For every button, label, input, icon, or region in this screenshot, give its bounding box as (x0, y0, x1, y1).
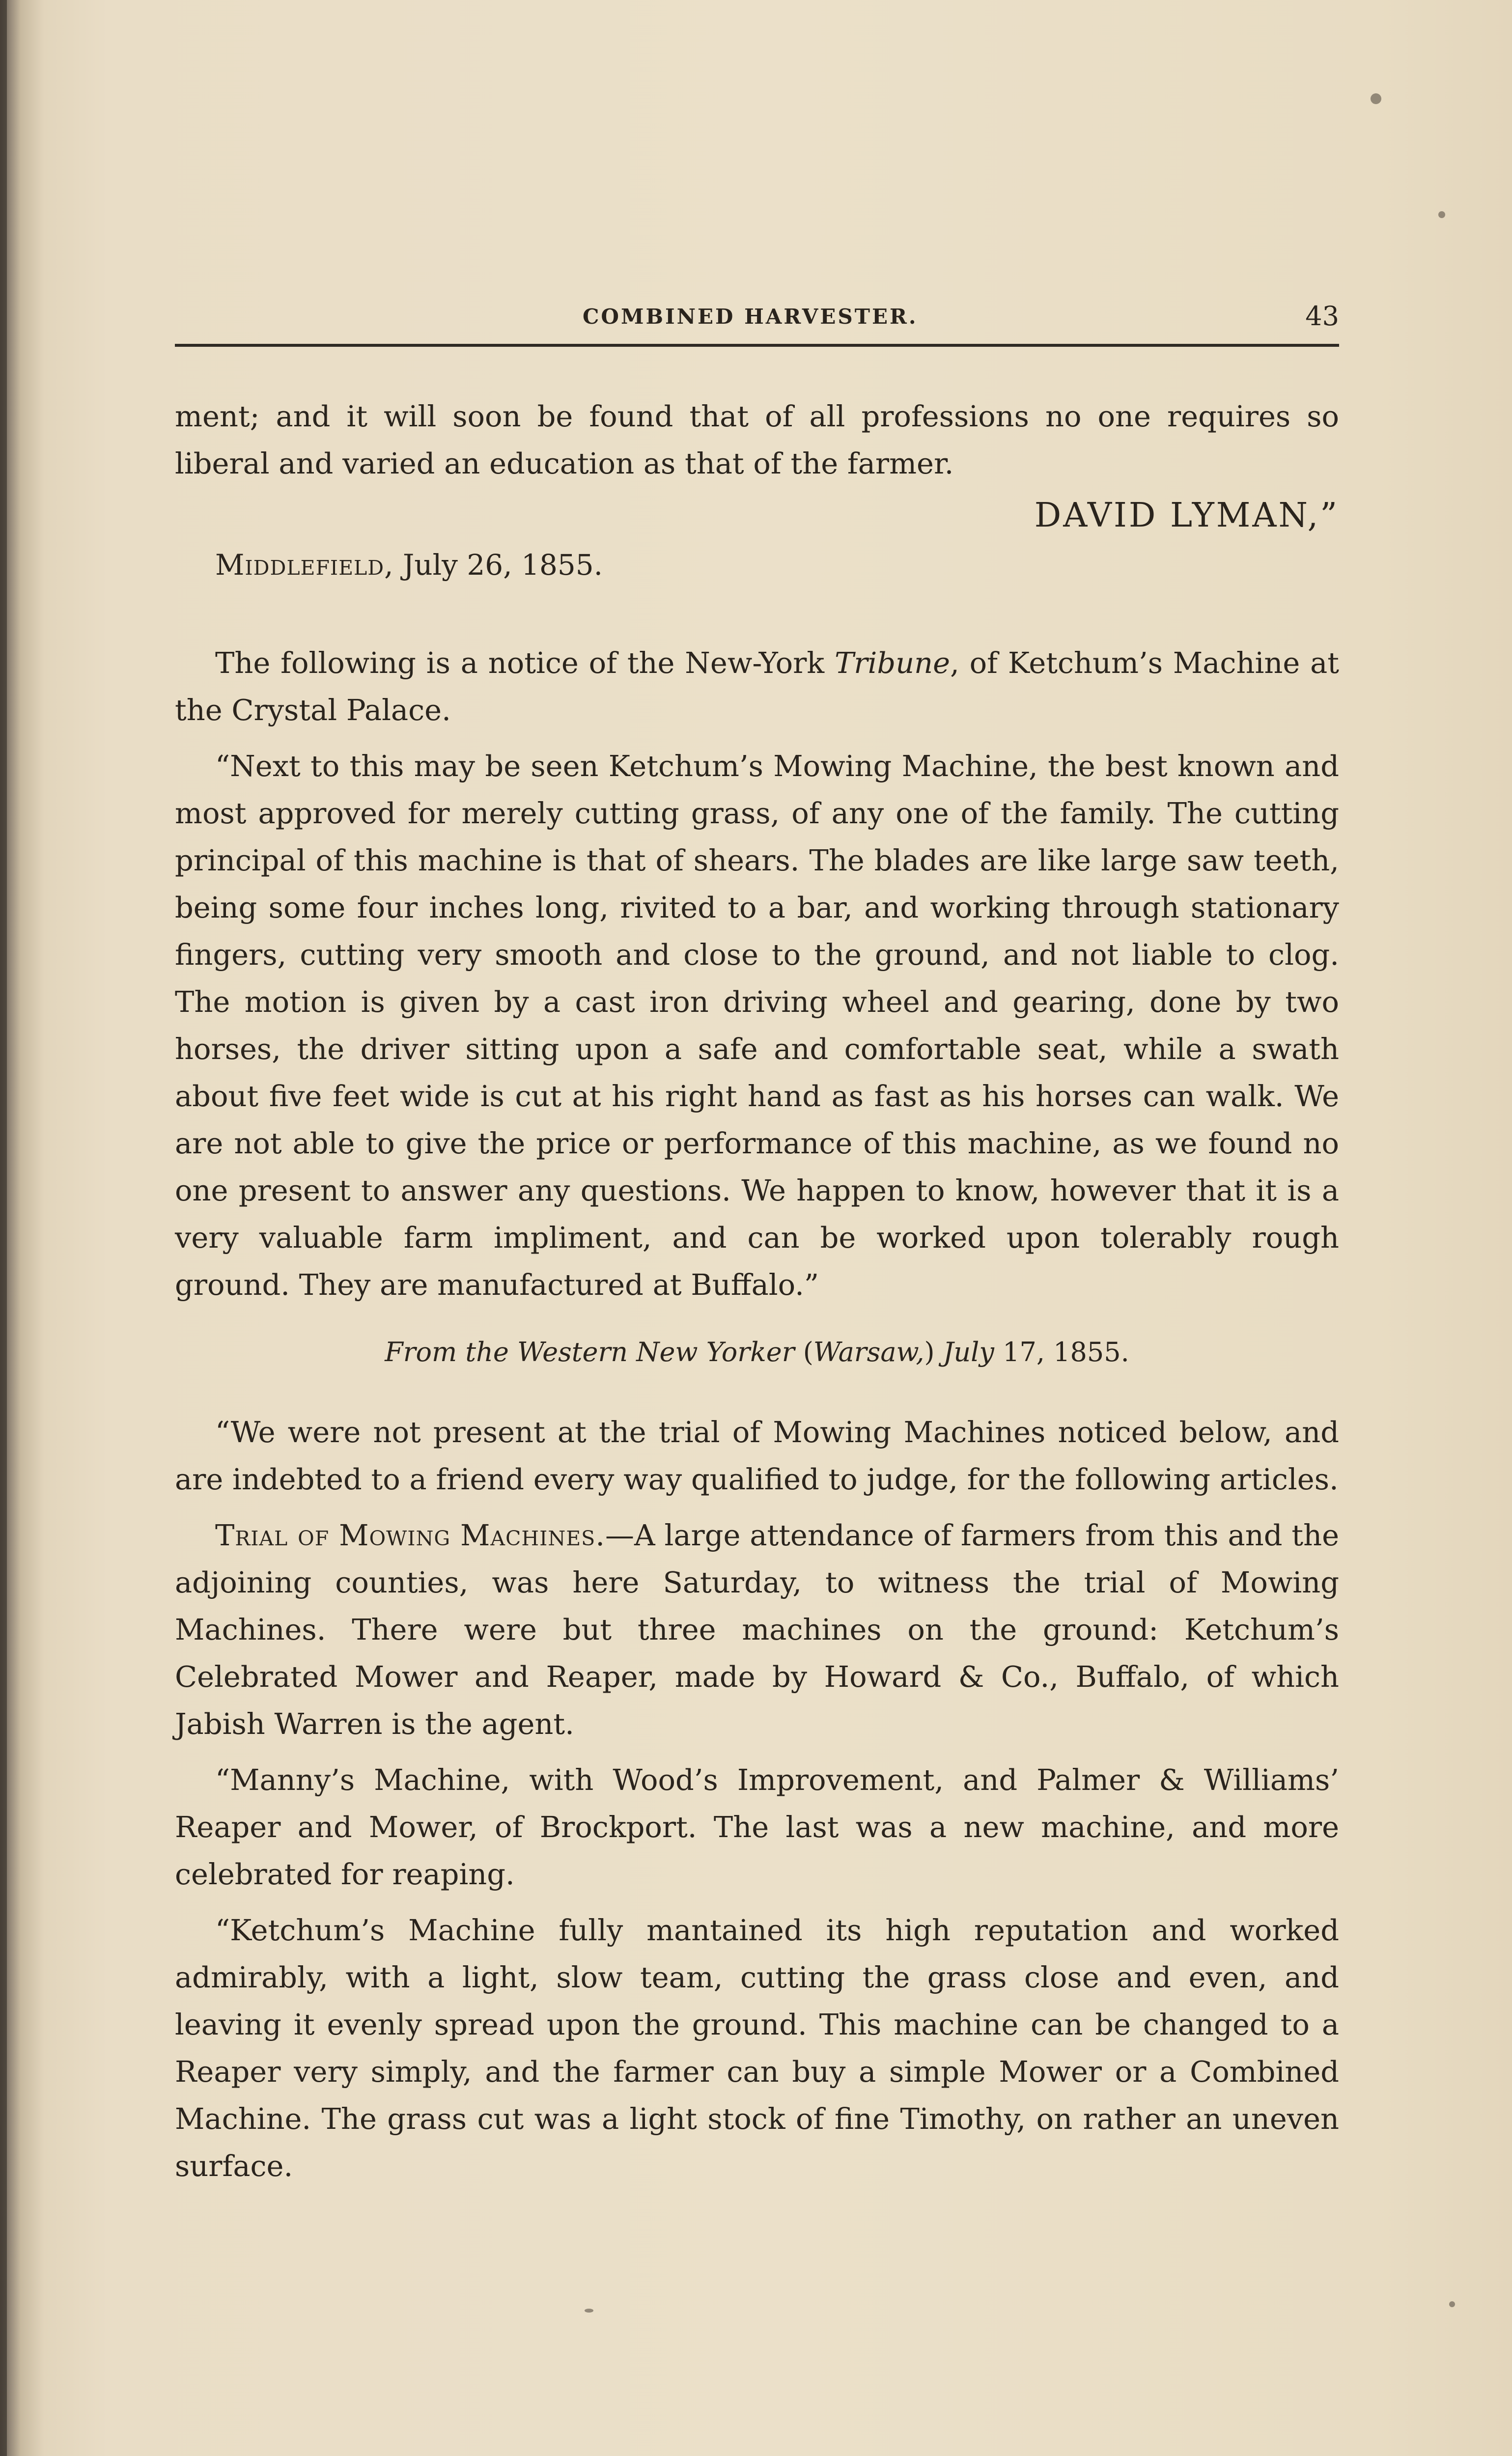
source-paren-open: ( (794, 1337, 813, 1368)
source-month: July (943, 1337, 994, 1368)
paragraph-tribune-intro (175, 640, 1339, 734)
tribune-title: Tribune (834, 646, 951, 680)
signature: DAVID LYMAN,” (1034, 496, 1339, 535)
paragraph-trial (175, 1512, 1339, 1748)
tribune-intro-rest: , of Ketchum’s Machine at the Crystal Palace. (175, 646, 1339, 727)
page-header (175, 296, 1339, 340)
running-title: COMBINED HARVESTER. (583, 305, 918, 329)
paper-speck (1438, 211, 1445, 218)
page-body (175, 393, 1339, 2190)
paragraph-tribune-quote: “Next to this may be seen Ketchum’s Mowing Machine, the best known and most approved for merely cutting grass, of any one of the family. The cutting principal of this machine is that of shears. The blades are like large saw teeth, being some four inches long, rivited to a bar, and working through stationary fingers, cutting very smooth and close to the ground, and not liable to clog. The motion is given by a cast iron driving wheel and gearing, done by two horses, the driver sitting upon a safe and comfortable seat, while a swath about five feet wide is cut at his right hand as fast as his horses can walk. We are not able to give the price or performance of this machine, as we found no one present to answer any questions. We happen to know, however that it is a very valuable farm impliment, and can be worked upon tolerably rough ground. They are manufactured at Buffalo.” (175, 749, 1339, 1302)
page-number: 43 (1305, 301, 1339, 332)
source-paren-close: ) (924, 1337, 943, 1368)
source-line (175, 1330, 1339, 1374)
header-rule (175, 344, 1339, 347)
source-date: 17, 1855. (994, 1337, 1129, 1368)
paper-speck (585, 2309, 593, 2313)
source-publication: From the Western New Yorker (385, 1337, 795, 1368)
dateline-place: Middlefield, (215, 548, 394, 582)
dateline-date: July 26, 1855. (403, 548, 603, 582)
dateline (175, 541, 1339, 588)
paragraph-yorker-intro: “We were not present at the trial of Mowing Machines noticed below, and are indebted to a friend every way qualified to judge, for the following articles. (175, 1415, 1339, 1496)
paper-speck (1449, 2301, 1455, 2307)
source-place: Warsaw, (813, 1337, 924, 1368)
trial-text: —A large attendance of farmers from this and the adjoining counties, was here Saturday, to witness the trial of Mowing Machines. There were but three machines on the ground: Ketchum’s Celebrated Mower and Reaper, made by Howard & Co., Buffalo, of which Jabish Warren is the agent. (175, 1518, 1339, 1741)
paragraph-ketchum: “Ketchum’s Machine fully mantained its high reputation and worked admirably, with a light, slow team, cutting the grass close and even, and leaving it evenly spread upon the ground. This machine can be changed to a Reaper very simply, and the farmer can buy a simple Mower or a Combined Machine. The grass cut was a light stock of fine Timothy, on rather an uneven surface. (175, 1913, 1339, 2183)
trial-heading: Trial of Mowing Machines. (215, 1518, 605, 1552)
paragraph-manny: “Manny’s Machine, with Wood’s Improvement, and Palmer & Williams’ Reaper and Mower, of Brockport. The last was a new machine, and more celebrated for reaping. (175, 1763, 1339, 1891)
paragraph-continued: ment; and it will soon be found that of all professions no one requires so liberal and varied an education as that of the farmer. (175, 399, 1339, 480)
binding-edge (0, 0, 7, 2456)
paper-speck (1371, 93, 1381, 104)
tribune-intro-text: The following is a notice of the New-York (215, 646, 835, 680)
